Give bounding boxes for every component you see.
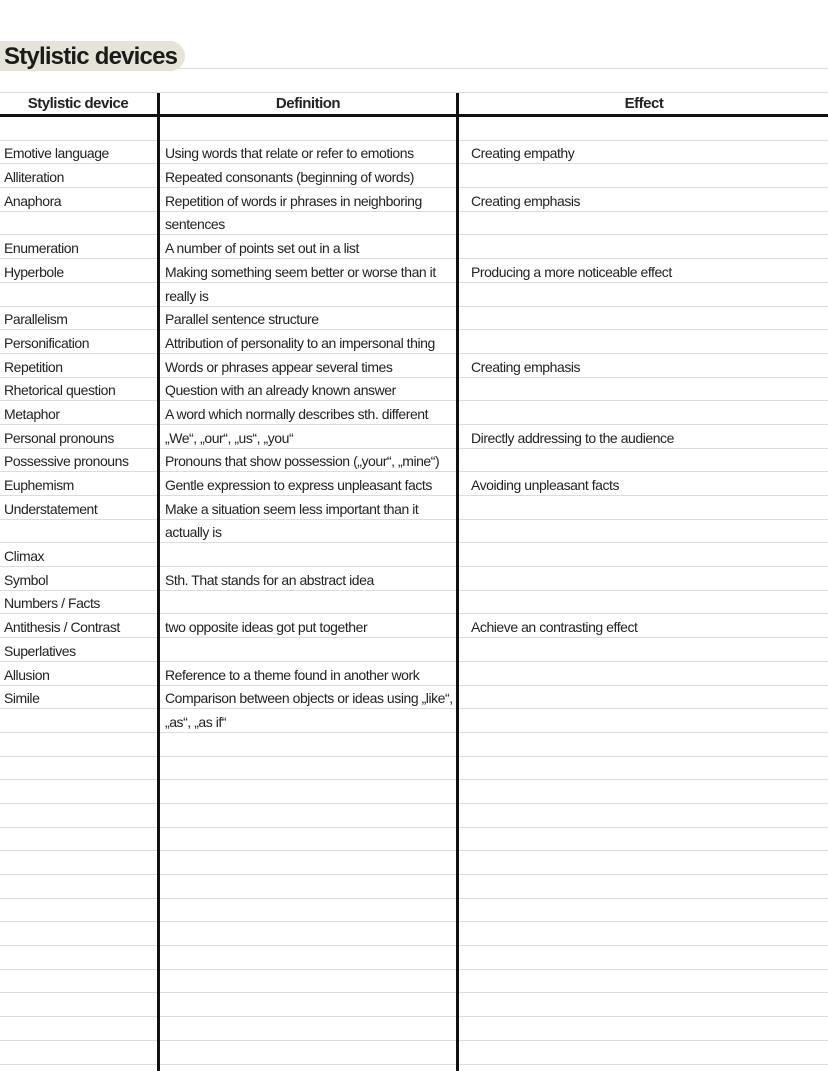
effect-cell: Avoiding unpleasant facts [471, 477, 620, 493]
device-cell: Enumeration [4, 240, 79, 257]
table-row [0, 283, 828, 307]
table-row [0, 614, 828, 638]
header-effect: Effect [624, 95, 664, 112]
definition-cell: Making something seem better or worse than it [165, 263, 436, 280]
table-row [0, 780, 828, 804]
definition-cell: really is [165, 287, 209, 304]
table-row [0, 875, 828, 899]
device-cell: Antithesis / Contrast [4, 619, 120, 636]
table-row [0, 828, 828, 852]
effect-cell: Achieve an contrasting effect [471, 619, 638, 636]
effect-cell: Directly addressing to the audience [471, 429, 674, 446]
table-row [0, 686, 828, 710]
header-stylistic-device: Stylistic device [27, 95, 129, 112]
device-cell: Metaphor [4, 405, 60, 422]
page-title: Stylistic devices [0, 41, 185, 71]
header-definition: Definition [275, 95, 341, 112]
table-row [0, 851, 828, 875]
device-cell: Simile [4, 690, 40, 707]
table-row [0, 401, 828, 425]
device-cell: Understatement [4, 500, 98, 517]
table-row [0, 188, 828, 212]
definition-cell: Using words that relate or refer to emotions [165, 145, 414, 162]
table-row [0, 709, 828, 733]
table-row [0, 235, 828, 259]
device-cell: Climax [4, 548, 45, 565]
table-row [0, 164, 828, 188]
definition-cell: actually is [165, 524, 222, 541]
definition-cell: Make a situation seem less important than it [165, 500, 419, 517]
device-cell: Personal pronouns [4, 429, 114, 446]
table-row [0, 757, 828, 781]
table-row [0, 259, 828, 283]
definition-cell: A word which normally describes sth. different [165, 405, 429, 422]
device-cell: Repetition [4, 358, 63, 375]
table-row [0, 899, 828, 923]
effect-cell: Creating empathy [471, 145, 575, 162]
table-row [0, 804, 828, 828]
device-cell: Symbol [4, 571, 48, 588]
table-row [0, 567, 828, 591]
definition-cell: Repetition of words ir phrases in neighboring [165, 192, 422, 209]
definition-cell: Question with an already known answer [165, 382, 396, 399]
definition-cell: Comparison between objects or ideas using „like“, [165, 690, 453, 707]
definition-cell: Pronouns that show possession („your“, „mine“) [165, 453, 440, 470]
device-cell: Parallelism [4, 311, 68, 328]
definition-cell: two opposite ideas got put together [165, 619, 368, 636]
table-row [0, 543, 828, 567]
device-cell: Emotive language [4, 145, 109, 162]
table-row [0, 354, 828, 378]
column-divider [157, 93, 160, 1071]
table-row [0, 141, 828, 165]
table-row [0, 1041, 828, 1065]
table-row [0, 472, 828, 496]
device-cell: Rhetorical question [4, 382, 116, 399]
definition-cell: Parallel sentence structure [165, 311, 319, 328]
table-row [0, 330, 828, 354]
table-row [0, 378, 828, 402]
definition-cell: „as“, „as if“ [165, 713, 227, 730]
device-cell: Hyperbole [4, 263, 64, 280]
table-row [0, 496, 828, 520]
definition-cell: Gentle expression to express unpleasant facts [165, 477, 432, 493]
device-cell: Alliteration [4, 169, 64, 186]
definition-cell: „We“, „our“, „us“, „you“ [165, 429, 294, 446]
table-row [0, 425, 828, 449]
table-row [0, 993, 828, 1017]
definition-cell: Attribution of personality to an impersonal thing [165, 334, 435, 351]
definition-cell: sentences [165, 216, 225, 233]
table-row [0, 970, 828, 994]
device-cell: Personification [4, 334, 90, 351]
table-row [0, 638, 828, 662]
table-row [0, 520, 828, 544]
table-row [0, 212, 828, 236]
device-cell: Allusion [4, 666, 50, 683]
table-row [0, 591, 828, 615]
table-row [0, 307, 828, 331]
device-cell: Euphemism [4, 477, 74, 493]
definition-cell: Reference to a theme found in another work [165, 666, 420, 683]
effect-cell: Creating emphasis [471, 192, 581, 209]
device-cell: Superlatives [4, 642, 76, 659]
definition-cell: Repeated consonants (beginning of words) [165, 169, 414, 186]
table-row [0, 946, 828, 970]
table-header [0, 92, 828, 115]
table-row [0, 733, 828, 757]
ruled-line [0, 92, 828, 93]
notes-table-body [0, 117, 828, 1065]
device-cell: Numbers / Facts [4, 595, 100, 612]
effect-cell: Creating emphasis [471, 358, 581, 375]
device-cell: Possessive pronouns [4, 453, 129, 470]
table-row [0, 1017, 828, 1041]
definition-cell: Sth. That stands for an abstract idea [165, 571, 374, 588]
header-divider [0, 114, 828, 117]
definition-cell: A number of points set out in a list [165, 240, 359, 257]
definition-cell: Words or phrases appear several times [165, 358, 393, 375]
table-row [0, 449, 828, 473]
table-row [0, 117, 828, 141]
table-row [0, 662, 828, 686]
device-cell: Anaphora [4, 192, 62, 209]
column-divider [456, 93, 459, 1071]
table-row [0, 922, 828, 946]
effect-cell: Producing a more noticeable effect [471, 263, 672, 280]
